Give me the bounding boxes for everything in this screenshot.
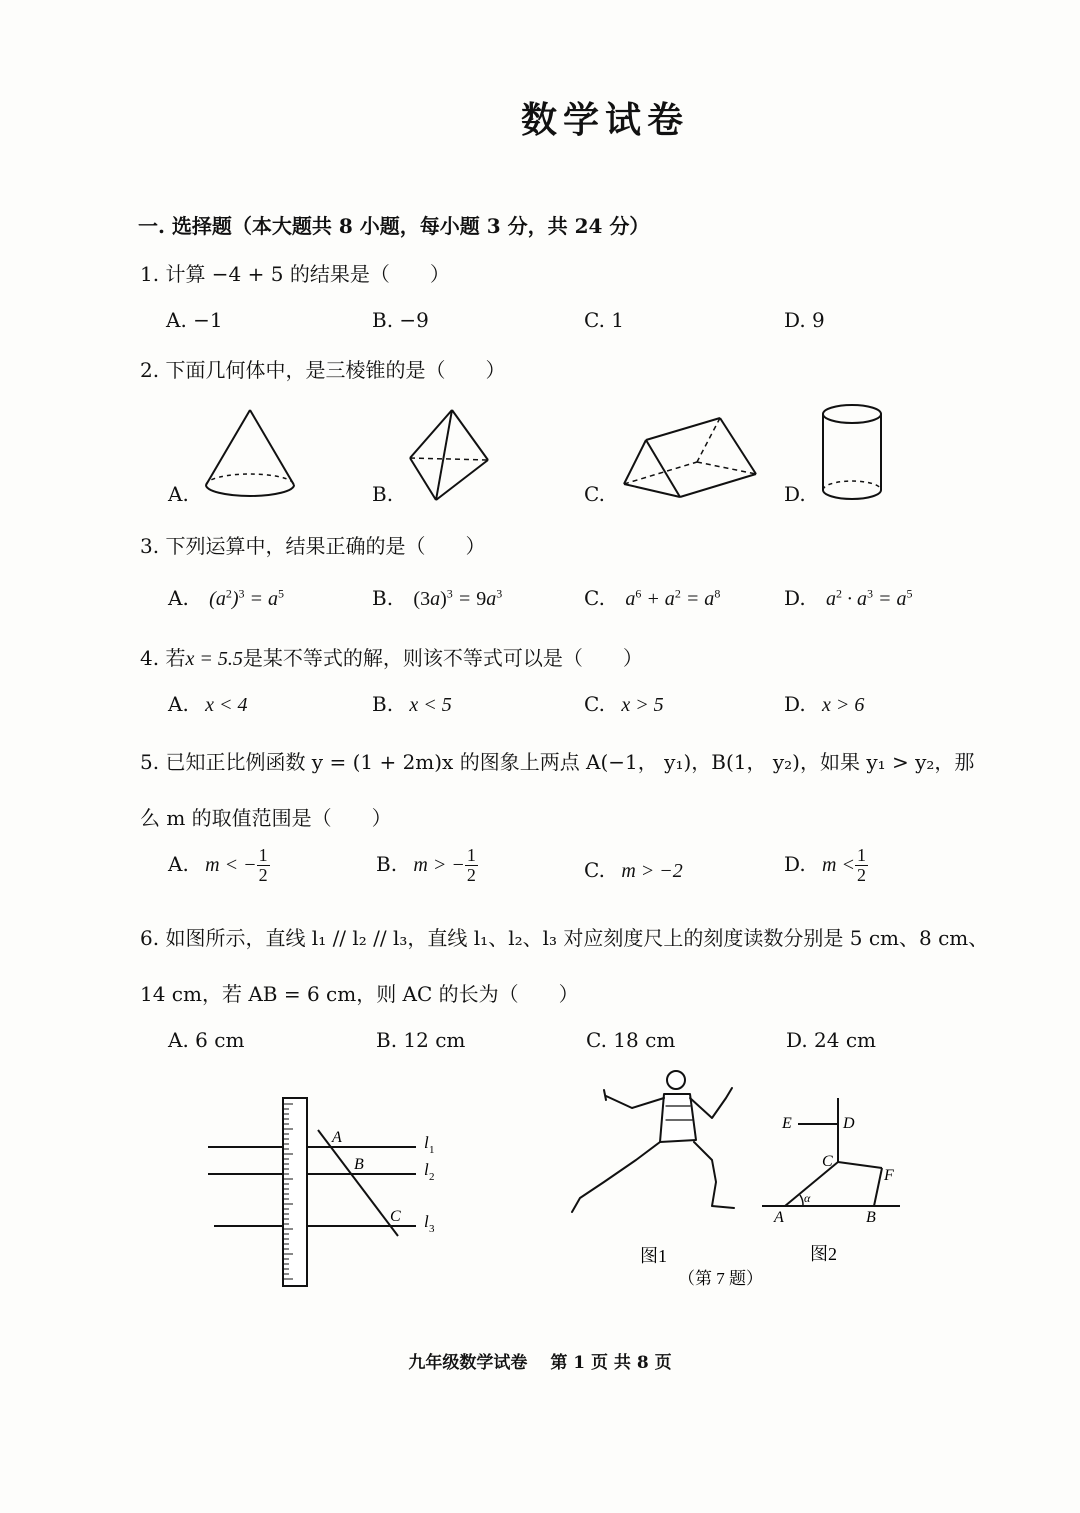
q2-option-a: A. <box>168 482 189 506</box>
q5-option-c: C. m > −2 <box>584 858 683 882</box>
q4-option-b: B. x < 5 <box>372 692 452 716</box>
q1-option-d: D. 9 <box>784 308 825 332</box>
q1-option-b: B. −9 <box>372 308 429 332</box>
q2-option-b: B. <box>372 482 394 506</box>
martial-arts-figure-illustration <box>572 1071 734 1212</box>
question-6-stem-line-2: 14 cm，若 AB = 6 cm，则 AC 的长为（ ） <box>140 982 579 1006</box>
page-title: 数学试卷 <box>520 99 689 141</box>
point-c-label-fig2: C <box>822 1153 833 1170</box>
fraction-one-half: $\frac{1}{2}$ <box>466 845 476 885</box>
q6-option-c: C. 18 cm <box>586 1028 676 1052</box>
ruler <box>283 1098 307 1286</box>
q3-option-d: D. $a^2 \cdot a^3 = a^5$ <box>784 586 913 610</box>
point-f-label: F <box>884 1167 894 1184</box>
label-l2-subscript: 2 <box>429 1171 435 1183</box>
question-5-stem-line-1: 5. 已知正比例函数 y = (1 + 2m)x 的图象上两点 A(−1， y₁)，B(1， y₂)，如果 y₁ > y₂，那 <box>140 750 975 774</box>
figure-2-caption: 图2 <box>810 1244 837 1264</box>
label-l1: l <box>424 1133 429 1152</box>
question-6-stem-line-1: 6. 如图所示，直线 l₁ // l₂ // l₃，直线 l₁、l₂、l₃ 对应刻度尺上的刻度读数分别是 5 cm、8 cm、 <box>140 926 989 950</box>
q1-option-c: C. 1 <box>584 308 625 332</box>
q2-option-c: C. <box>584 482 605 506</box>
q3-option-a: A. $(a^2)^3 = a^5$ <box>168 586 285 610</box>
fraction-one-half: $\frac{1}{2}$ <box>258 845 268 885</box>
q1-option-a: A. −1 <box>166 308 223 332</box>
point-a-label-fig2: A <box>774 1209 784 1226</box>
question-2-stem: 2. 下面几何体中，是三棱锥的是（ ） <box>140 358 506 382</box>
transversal-line <box>318 1130 398 1236</box>
q3-option-c: C. $a^6 + a^2 = a^8$ <box>584 586 721 610</box>
point-b-label: B <box>354 1156 364 1173</box>
q6-figure <box>208 1098 435 1286</box>
q6-option-a: A. 6 cm <box>168 1028 245 1052</box>
label-l3-subscript: 3 <box>429 1223 435 1235</box>
q6-option-d: D. 24 cm <box>786 1028 877 1052</box>
question-4-stem: 4. 若x = 5.5是某不等式的解，则该不等式可以是（ ） <box>140 646 643 670</box>
point-a-label: A <box>332 1129 342 1146</box>
label-l3: l <box>424 1212 429 1231</box>
point-b-label-fig2: B <box>866 1209 876 1226</box>
q3-option-b: B. $(3a)^3 = 9a^3$ <box>372 586 503 610</box>
label-l1-subscript: 1 <box>429 1144 435 1156</box>
point-e-label: E <box>782 1115 792 1132</box>
label-l2: l <box>424 1160 429 1179</box>
question-1-stem: 1. 计算 −4 + 5 的结果是（ ） <box>140 262 450 286</box>
angle-alpha-label: α <box>804 1191 811 1205</box>
q5-option-d: D. m < $\frac{1}{2}$ <box>784 845 866 885</box>
q4-option-d: D. x > 6 <box>784 692 865 716</box>
q2-option-d: D. <box>784 482 806 506</box>
fraction-one-half: $\frac{1}{2}$ <box>857 845 866 885</box>
q4-option-a: A. x < 4 <box>168 692 248 716</box>
section-heading: 一. 选择题（本大题共 8 小题，每小题 3 分，共 24 分） <box>138 214 650 238</box>
q6-option-b: B. 12 cm <box>376 1028 466 1052</box>
page-footer: 九年级数学试卷 第 1 页 共 8 页 <box>408 1353 672 1373</box>
question-3-stem: 3. 下列运算中，结果正确的是（ ） <box>140 534 486 558</box>
q4-option-c: C. x > 5 <box>584 692 664 716</box>
point-d-label: D <box>843 1115 855 1132</box>
question-5-stem-line-2: 么 m 的取值范围是（ ） <box>140 806 392 830</box>
point-c-label: C <box>390 1208 401 1225</box>
figure-1-caption: 图1 <box>640 1246 667 1266</box>
q5-option-a: A. m < − $\frac{1}{2}$ <box>168 845 268 885</box>
question-7-caption: （第 7 题） <box>678 1269 763 1288</box>
q5-option-b: B. m > − $\frac{1}{2}$ <box>376 845 476 885</box>
